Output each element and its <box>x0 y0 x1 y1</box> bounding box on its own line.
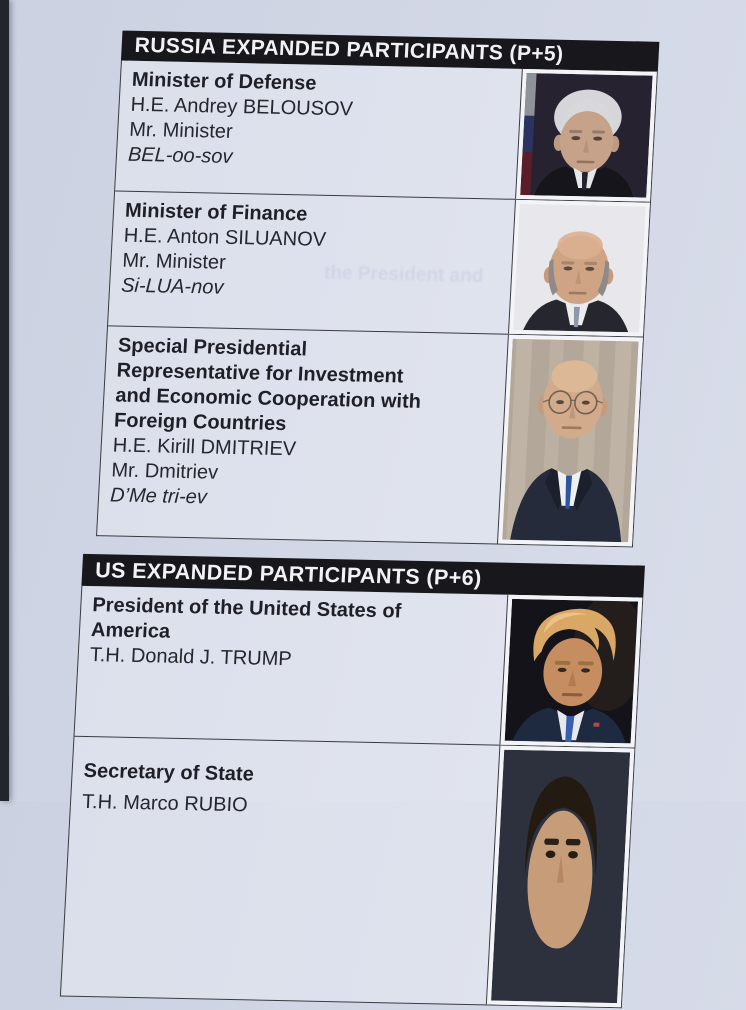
participant-info <box>115 61 522 199</box>
participant-title: Minister of Defense <box>131 68 317 95</box>
participant-name: H.E. Andrey BELOUSOV <box>130 93 354 121</box>
belousov-portrait <box>520 73 652 198</box>
participant-row-siluanov <box>108 190 650 336</box>
photo-cell <box>486 746 635 1008</box>
participant-pronunciation: D’Me tri-ev <box>109 484 208 509</box>
rubio-portrait <box>491 750 630 1003</box>
participant-row-dmitriev <box>97 325 643 546</box>
participant-info <box>61 737 499 1005</box>
participant-info <box>97 326 508 543</box>
photo-cell <box>499 595 642 748</box>
participant-title: Secretary of State <box>83 759 255 786</box>
participant-info <box>108 191 515 333</box>
bleed-through-text: the President and <box>323 262 484 288</box>
trump-portrait <box>505 599 638 744</box>
russia-participants-table <box>96 31 659 548</box>
russia-rows <box>96 61 658 548</box>
photo-cell <box>508 200 650 337</box>
us-participants-table <box>60 554 645 1008</box>
participant-pronunciation: BEL-oo-sov <box>127 143 234 168</box>
page-edge-shadow <box>0 0 9 801</box>
photo-cell <box>497 335 643 547</box>
participant-row-belousov <box>115 61 657 202</box>
us-section-header-label: US EXPANDED PARTICIPANTS (P+6) <box>94 557 483 590</box>
us-rows <box>60 586 643 1008</box>
participant-name-partial: T.H. Marco RUBIO <box>81 790 249 817</box>
participant-form-of-address: Mr. Minister <box>121 249 227 274</box>
participant-pronunciation: Si-LUA-nov <box>120 274 224 299</box>
photo-cell <box>515 69 657 202</box>
participant-title: President of the United States of America <box>90 594 402 643</box>
participant-form-of-address: Mr. Dmitriev <box>110 459 219 484</box>
participant-name: T.H. Donald J. TRUMP <box>89 644 293 671</box>
participant-title: Minister of Finance <box>124 199 308 226</box>
siluanov-portrait <box>513 204 646 333</box>
participant-row-trump <box>75 586 643 748</box>
participant-title: Special Presidential Representative for Investment and Economic Cooperation with Foreign Countries <box>113 334 422 436</box>
participant-form-of-address: Mr. Minister <box>128 118 234 143</box>
participant-name: H.E. Anton SILUANOV <box>123 224 327 251</box>
russia-section-header-label: RUSSIA EXPANDED PARTICIPANTS (P+5) <box>134 33 565 66</box>
participant-info <box>75 586 508 745</box>
participant-row-rubio <box>61 736 634 1007</box>
participant-name: H.E. Kirill DMITRIEV <box>112 434 297 461</box>
dmitriev-portrait <box>502 339 638 542</box>
